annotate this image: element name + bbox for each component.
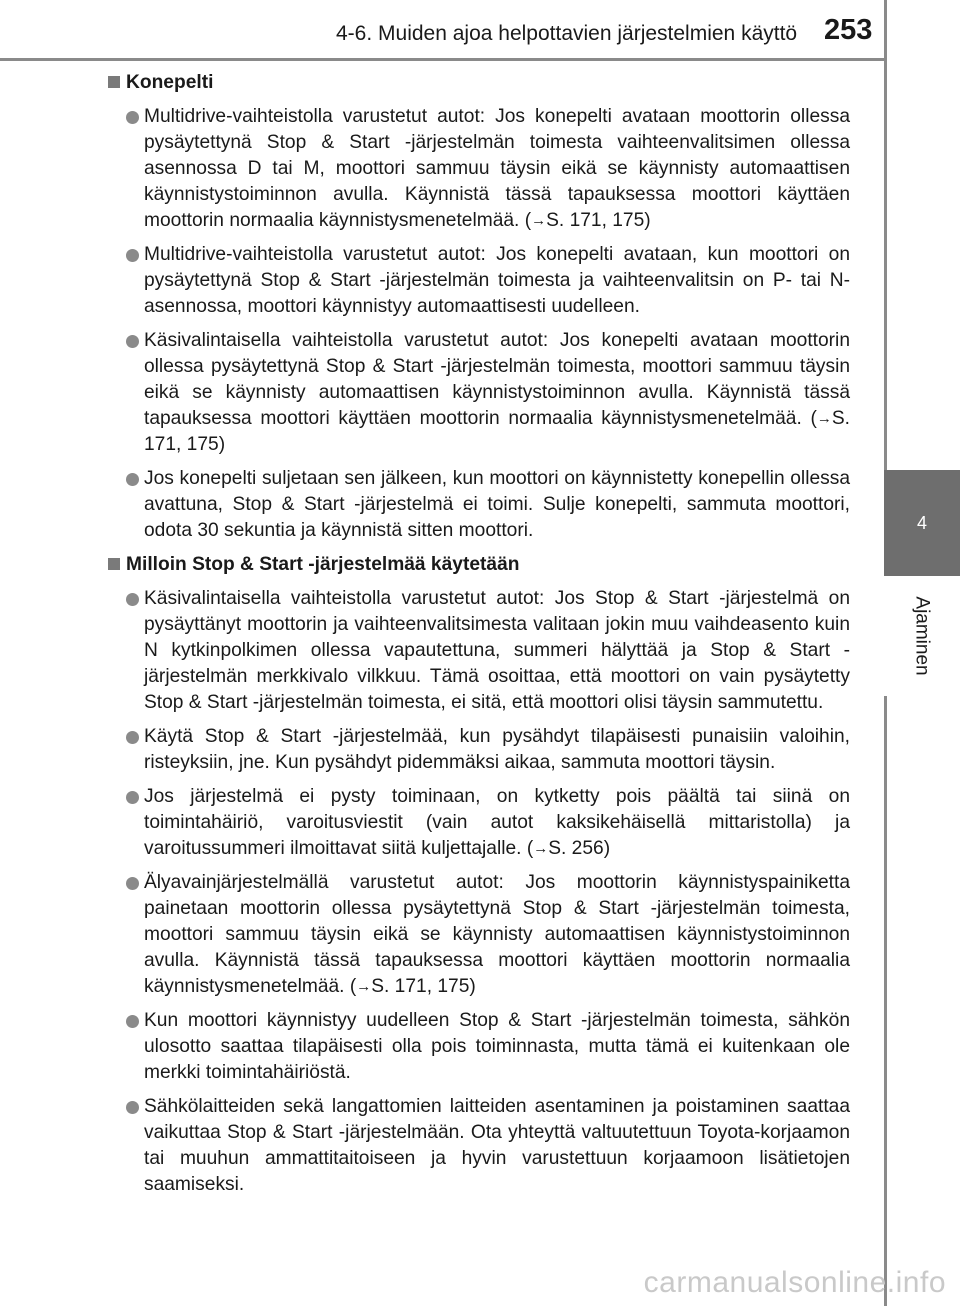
page-reference: S. 171, 175 — [546, 210, 645, 231]
side-divider — [884, 696, 887, 1306]
list-item: Älyavainjärjestelmällä varustetut autot: Jos moottorin käynnistyspainiketta painetaan moottorin ollessa pysäytettynä Stop & Start -järjestelmän toimesta, moottori sammuu täysin eikä se käynnisty automaattisen käynnistystoiminnon avulla. Käynnistä tässä tapauksessa moottori käyttäen moottorin normaalia käynnistysmenetelmää. (→S. 171, 175) — [106, 870, 850, 1000]
arrow-right-icon: → — [356, 978, 372, 995]
list-item: Multidrive-vaihteistolla varustetut autot: Jos konepelti avataan, kun moottori on pysäytettynä Stop & Start -järjestelmän toimesta ja vaihteenvalitsin on P- tai N-asennossa, moottori käynnistyy automaattisesti uudelleen. — [106, 242, 850, 320]
chapter-label-box — [884, 576, 960, 696]
list-item: Jos järjestelmä ei pysty toiminaan, on kytketty pois päältä tai siinä on toimintahäiriö, varoitusviestit (vain autot kaksikehäisellä mittaristolla) ja varoitussummeri ilmoittavat siitä kuljettajalle. (→S. 256) — [106, 784, 850, 862]
section-title: Konepelti — [106, 70, 850, 96]
arrow-right-icon: → — [531, 212, 547, 229]
arrow-right-icon: → — [533, 840, 549, 857]
circle-bullet-icon — [126, 335, 139, 348]
chapter-number: 4 — [916, 512, 927, 533]
square-bullet-icon — [108, 558, 120, 570]
list-item: Multidrive-vaihteistolla varustetut autot: Jos konepelti avataan moottorin ollessa pysäytettynä Stop & Start -järjestelmän toimesta vaihteenvalitsimen ollessa asennossa D tai M, moottori sammuu täysin eikä se käynnisty automaattisen käynnistystoiminnon avulla. Käynnistä tässä tapauksessa moottori käyttäen moottorin normaalia käynnistysmenetelmää. (→S. 171, 175) — [106, 104, 850, 234]
circle-bullet-icon — [126, 791, 139, 804]
section-stop-start-usage — [106, 552, 850, 1198]
list-item: Käsivalintaisella vaihteistolla varustetut autot: Jos konepelti avataan moottorin ollessa pysäytettynä Stop & Start -järjestelmän toimesta, moottori sammuu täysin eikä se käynnisty automaattisen käynnistystoiminnon avulla. Käynnistä tässä tapauksessa moottori käyttäen moottorin normaalia käynnistysmenetelmää. (→S. 171, 175) — [106, 328, 850, 458]
circle-bullet-icon — [126, 593, 139, 606]
list-item: Käytä Stop & Start -järjestelmää, kun pysähdyt tilapäisesti punaisiin valoihin, risteyksiin, jne. Kun pysähdyt pidemmäksi aikaa, sammuta moottori täysin. — [106, 724, 850, 776]
header-title: 4-6. Muiden ajoa helpottavien järjestelmien käyttö — [336, 22, 798, 45]
circle-bullet-icon — [126, 473, 139, 486]
circle-bullet-icon — [126, 111, 139, 124]
watermark: carmanualsonline.info — [643, 1266, 946, 1299]
chapter-tab — [884, 470, 960, 576]
chapter-label: Ajaminen — [912, 596, 933, 676]
list-item: Sähkölaitteiden sekä langattomien laitteiden asentaminen ja poistaminen saattaa vaikuttaa Stop & Start -järjestelmään. Ota yhteyttä valtuutettuun Toyota-korjaamon tai muuhun ammattitaitoiseen ja hyvin varustettuun korjaamoon lisätietojen saamiseksi. — [106, 1094, 850, 1198]
page-reference: S. 171, 175 — [144, 408, 850, 455]
page-header — [0, 0, 884, 61]
side-margin — [884, 0, 960, 470]
document-body — [106, 70, 850, 1206]
circle-bullet-icon — [126, 249, 139, 262]
arrow-right-icon: → — [816, 410, 832, 427]
page-reference: S. 171, 175 — [371, 976, 470, 997]
page-number: 253 — [824, 14, 873, 46]
page-reference: S. 256 — [548, 838, 604, 859]
list-item: Kun moottori käynnistyy uudelleen Stop & Start -järjestelmän toimesta, sähkön ulosotto saattaa tilapäisesti olla pois toiminnasta, mutta tämä ei kuitenkaan ole merkki toimintahäiriöstä. — [106, 1008, 850, 1086]
square-bullet-icon — [108, 76, 120, 88]
circle-bullet-icon — [126, 877, 139, 890]
list-item: Käsivalintaisella vaihteistolla varustetut autot: Jos Stop & Start -järjestelmä on pysäyttänyt moottorin ja vaihteenvalitsimesta valitaan jokin muu vaihdeasento kuin N kytkinpolkimen ollessa vapautettuna, summeri hälyttää ja Stop & Start -järjestelmän merkkivalo vilkkuu. Tämä osoittaa, että moottori on vain pysäytetty Stop & Start -järjestelmän toimesta, ei sitä, että moottori olisi täysin sammutettu. — [106, 586, 850, 716]
list-item: Jos konepelti suljetaan sen jälkeen, kun moottori on käynnistetty konepellin ollessa avattuna, Stop & Start -järjestelmä ei toimi. Sulje konepelti, sammuta moottori, odota 30 sekuntia ja käynnistä sitten moottori. — [106, 466, 850, 544]
section-title: Milloin Stop & Start -järjestelmää käytetään — [106, 552, 850, 578]
circle-bullet-icon — [126, 1101, 139, 1114]
section-konepelti — [106, 70, 850, 544]
circle-bullet-icon — [126, 731, 139, 744]
circle-bullet-icon — [126, 1015, 139, 1028]
